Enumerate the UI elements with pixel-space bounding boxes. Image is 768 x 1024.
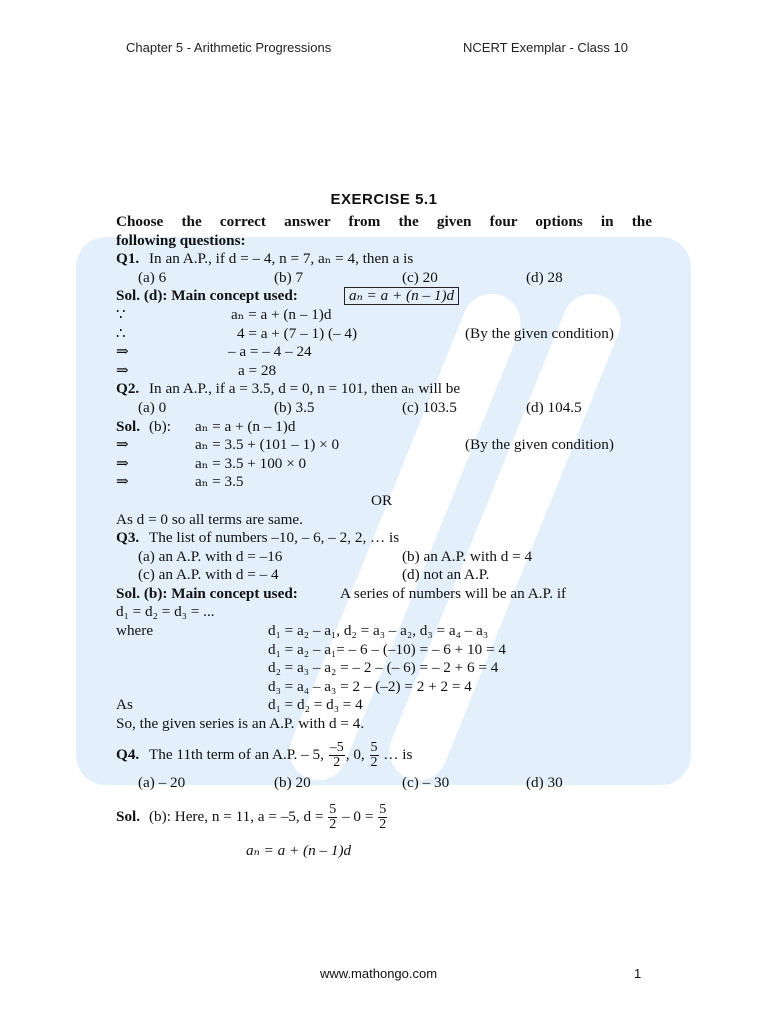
line-text: ⇒ — [116, 473, 129, 491]
line-text: As d = 0 so all terms are same. — [116, 510, 303, 528]
content-line — [116, 585, 652, 604]
content-line — [116, 641, 652, 660]
line-text: (c) 103.5 — [402, 398, 457, 416]
line-text: (b) 7 — [274, 268, 304, 286]
header-chapter: Chapter 5 - Arithmetic Progressions — [126, 40, 332, 55]
line-text: Sol. (d): Main concept used: — [116, 287, 298, 305]
content-line — [116, 306, 652, 325]
q4-fraction-2 — [370, 741, 379, 770]
line-text: 4 = a + (7 – 1) (– 4) — [237, 324, 358, 342]
q4-label: Q4. — [116, 745, 140, 763]
content-line — [116, 343, 652, 362]
line-text: Q3. — [116, 529, 140, 547]
line-text: d₁ = a₂ – a₁, d₂ = a₃ – a₂, d₃ = a₄ – a₃ — [268, 622, 489, 640]
fraction-denominator: 2 — [333, 754, 341, 770]
line-text: (a) 6 — [138, 268, 167, 286]
content-line — [116, 455, 652, 474]
line-text: – a = – 4 – 24 — [228, 343, 312, 361]
content-line — [116, 362, 652, 381]
content-line — [116, 213, 652, 232]
line-text: In an A.P., if d = – 4, n = 7, aₙ = 4, then a is — [149, 250, 414, 268]
content-line — [116, 659, 652, 678]
fraction-numerator: 5 — [329, 802, 337, 818]
line-text: (b) an A.P. with d = 4 — [402, 547, 533, 565]
line-text: (b): — [149, 417, 171, 435]
line-text: aₙ = 3.5 + 100 × 0 — [195, 454, 307, 472]
line-text: aₙ = 3.5 — [195, 473, 244, 491]
line-text: d₂ = a₃ – a₂ = – 2 – (– 6) = – 2 + 6 = 4 — [268, 659, 499, 677]
line-text: d₃ = a₄ – a₃ = 2 – (–2) = 2 + 2 = 4 — [268, 677, 472, 695]
q4-option-a: (a) – 20 — [138, 773, 186, 791]
line-text: (By the given condition) — [465, 324, 614, 342]
exercise-title: EXERCISE 5.1 — [330, 191, 438, 208]
content-line — [116, 529, 652, 548]
content-line — [116, 269, 652, 288]
q4-sol-label: Sol. — [116, 808, 141, 826]
content-line — [116, 511, 652, 530]
line-text: (b) 3.5 — [274, 398, 315, 416]
line-text: ∵ — [116, 305, 126, 323]
line-text: Choose the correct answer from the given four options in the — [116, 213, 652, 230]
line-text: Q1. — [116, 250, 140, 268]
content-line — [116, 325, 652, 344]
footer-page-number: 1 — [634, 966, 642, 981]
q4-text-c: … is — [383, 745, 413, 763]
q4-sol-text-a: (b): Here, n = 11, a = –5, d = — [149, 808, 324, 826]
content-line — [116, 380, 652, 399]
line-text: where — [116, 622, 154, 640]
line-text: ⇒ — [116, 436, 129, 454]
line-text: d₁ = d₂ = d₃ = ... — [116, 603, 215, 621]
line-text: ⇒ — [116, 361, 129, 379]
line-text: Sol. — [116, 417, 141, 435]
fraction-numerator: 5 — [379, 802, 387, 818]
q4-formula — [116, 842, 652, 861]
content-line — [116, 566, 652, 585]
line-text: OR — [371, 491, 393, 509]
content-line — [116, 287, 652, 306]
line-text: A series of numbers will be an A.P. if — [340, 584, 567, 602]
content-line — [116, 603, 652, 622]
q4-question — [116, 740, 652, 770]
q4-sol-mid: – 0 = — [342, 808, 374, 826]
line-text: The list of numbers –10, – 6, – 2, 2, … is — [149, 529, 400, 547]
line-text: (c) an A.P. with d = – 4 — [138, 566, 279, 584]
content-lines — [116, 213, 652, 734]
line-text: (c) 20 — [402, 268, 438, 286]
line-text: So, the given series is an A.P. with d = 4. — [116, 715, 365, 733]
line-text: aₙ = a + (n – 1)d — [231, 305, 332, 323]
line-text: a = 28 — [238, 361, 277, 379]
q4-text-a: The 11th term of an A.P. – 5, — [149, 745, 324, 763]
line-text: d₁ = d₂ = d₃ = 4 — [268, 696, 363, 714]
fraction-denominator: 2 — [370, 754, 378, 770]
fraction-numerator: –5 — [329, 739, 344, 755]
q4-fraction-1 — [329, 741, 345, 770]
q4-text — [149, 740, 412, 770]
q4-formula-text: aₙ = a + (n – 1)d — [246, 842, 352, 860]
line-text: (By the given condition) — [465, 436, 614, 454]
line-text: (d) 28 — [526, 268, 563, 286]
content-line — [116, 399, 652, 418]
line-text: (d) not an A.P. — [402, 566, 490, 584]
line-text: In an A.P., if a = 3.5, d = 0, n = 101, then aₙ will be — [149, 380, 461, 398]
content-line — [116, 492, 652, 511]
content-line — [116, 473, 652, 492]
fraction-numerator: 5 — [370, 739, 378, 755]
line-text: aₙ = a + (n – 1)d — [344, 287, 459, 305]
q4-solution — [116, 802, 652, 832]
q4-sol-text — [149, 802, 388, 832]
fraction-denominator: 2 — [379, 817, 387, 833]
line-text: As — [116, 696, 133, 714]
content-line — [116, 696, 652, 715]
content-line — [116, 622, 652, 641]
line-text: Q2. — [116, 380, 140, 398]
header-class: NCERT Exemplar - Class 10 — [463, 40, 628, 55]
q4-fraction-4 — [378, 803, 387, 832]
footer-url: www.mathongo.com — [320, 966, 438, 981]
content-line — [116, 548, 652, 567]
line-text: ⇒ — [116, 343, 129, 361]
q4-options — [116, 774, 652, 793]
q4-option-c: (c) – 30 — [402, 773, 450, 791]
line-text: aₙ = a + (n – 1)d — [195, 417, 296, 435]
q4-option-b: (b) 20 — [274, 773, 311, 791]
content-line — [116, 678, 652, 697]
content-line — [116, 715, 652, 734]
line-text: aₙ = 3.5 + (101 – 1) × 0 — [195, 436, 340, 454]
line-text: d₁ = a₂ – a₁= – 6 – (–10) = – 6 + 10 = 4 — [268, 640, 506, 658]
line-text: (a) 0 — [138, 398, 167, 416]
line-text: following questions: — [116, 231, 246, 249]
content-line — [116, 250, 652, 269]
line-text: ∴ — [116, 324, 126, 342]
content-line — [116, 436, 652, 455]
exercise-content — [116, 213, 652, 861]
q4-option-d: (d) 30 — [526, 773, 563, 791]
line-text: Sol. (b): Main concept used: — [116, 584, 298, 602]
line-text: (d) 104.5 — [526, 398, 582, 416]
content-line — [116, 418, 652, 437]
line-text: (a) an A.P. with d = –16 — [138, 547, 283, 565]
q4-text-b: , 0, — [345, 745, 365, 763]
fraction-denominator: 2 — [329, 817, 337, 833]
q4-fraction-3 — [328, 803, 337, 832]
line-text: ⇒ — [116, 454, 129, 472]
content-line — [116, 232, 652, 251]
